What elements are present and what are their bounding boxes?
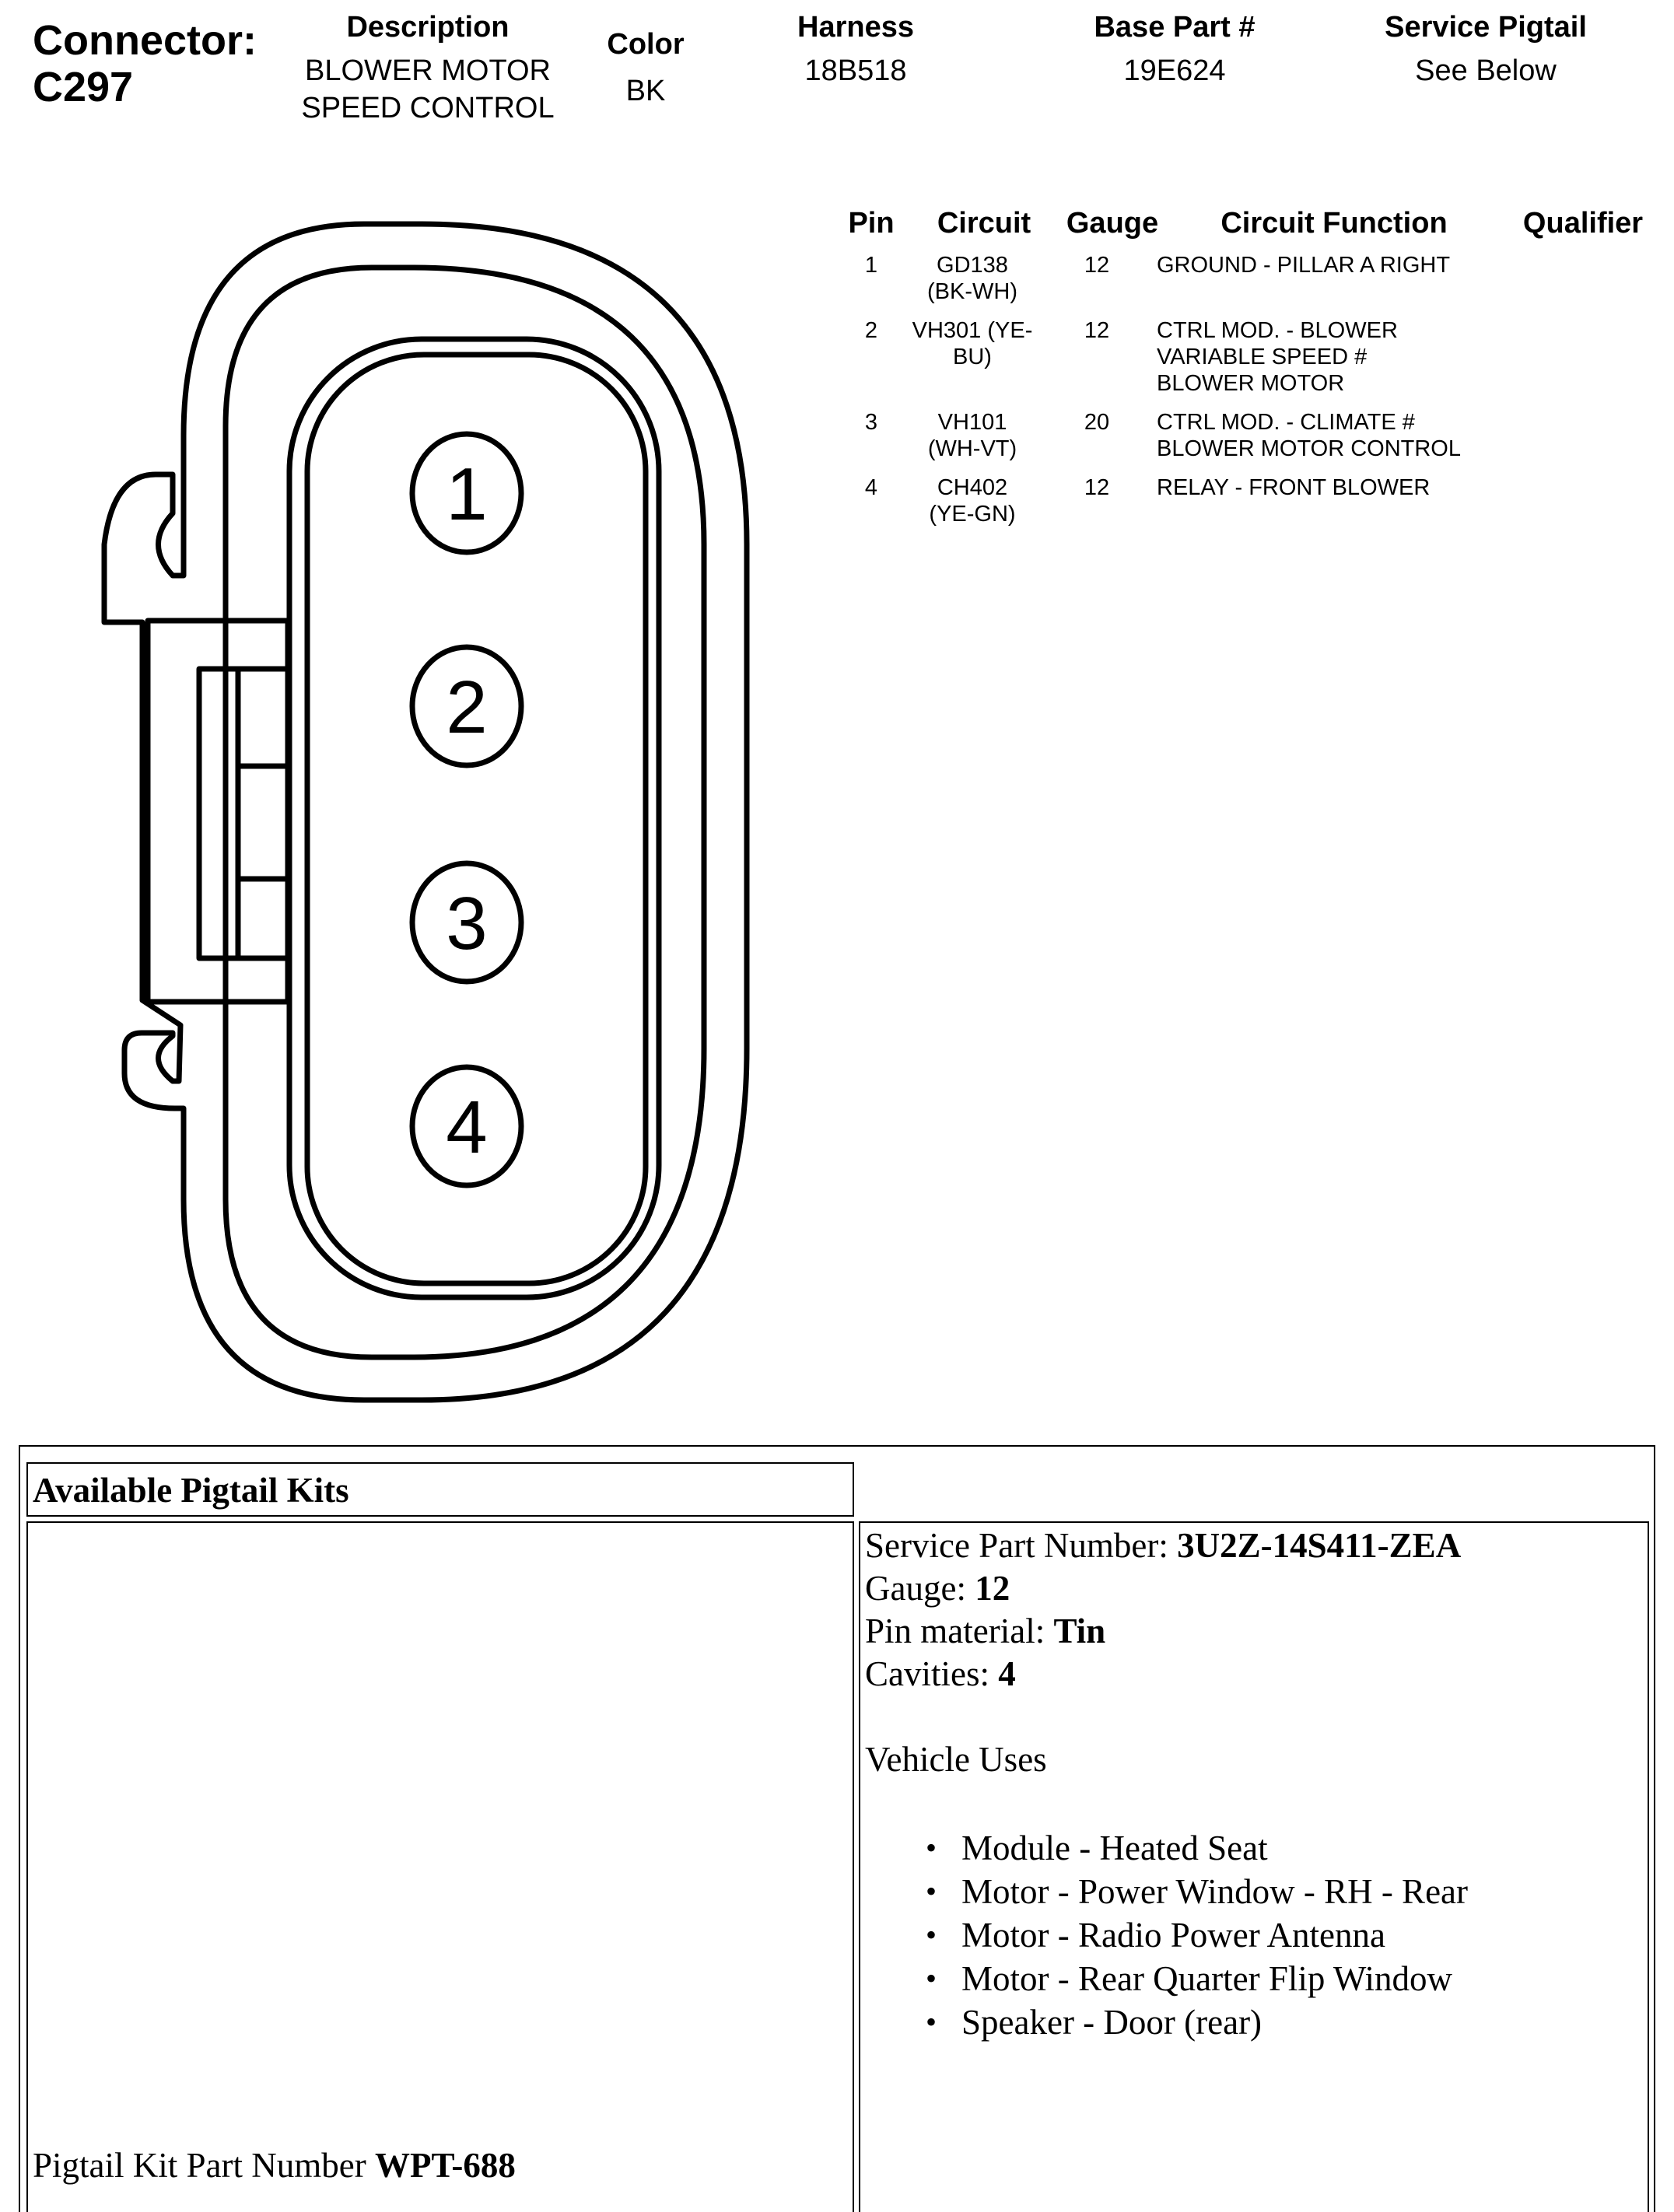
- connector-id: C297: [33, 64, 134, 110]
- pin-1-number: 1: [446, 453, 488, 536]
- list-item: • Module - Heated Seat: [865, 1826, 1468, 1870]
- pin-3-circuit-line2: (WH-VT): [927, 436, 1017, 461]
- pin-4-circuit-line1: CH402: [937, 475, 1008, 500]
- description-line1: BLOWER MOTOR: [305, 54, 551, 87]
- pin-2-number-cell: 2: [864, 318, 878, 343]
- connector-label: Connector:: [33, 17, 257, 64]
- pin-2-function-line3: BLOWER MOTOR: [1157, 371, 1345, 396]
- base-part-column: [1050, 11, 1299, 89]
- pin-1-function-line1: GROUND - PILLAR A RIGHT: [1157, 253, 1451, 278]
- pin-3-number-cell: 3: [864, 410, 878, 435]
- pin-material-value: Tin: [1053, 1612, 1106, 1650]
- color-heading: Color: [607, 28, 685, 61]
- pigtail-details-cell: [859, 1521, 1649, 2212]
- pin-2-circuit-cell: [902, 317, 1042, 370]
- pin-1-gauge-cell: 12: [1084, 253, 1110, 278]
- harness-heading: Harness: [797, 11, 914, 44]
- description-heading: Description: [346, 11, 510, 44]
- pin-3-circuit-line1: VH101: [937, 410, 1007, 435]
- base-part-value: 19E624: [1123, 54, 1226, 87]
- pin-3-circuit-cell: [902, 409, 1042, 462]
- harness-value: 18B518: [804, 54, 907, 87]
- list-item: • Motor - Radio Power Antenna: [865, 1913, 1468, 1957]
- pigtail-kit-line: [33, 2145, 516, 2186]
- pin-3-function-line2: BLOWER MOTOR CONTROL: [1157, 436, 1461, 461]
- service-pigtail-value: See Below: [1415, 54, 1557, 87]
- service-part-number-value: 3U2Z-14S411-ZEA: [1177, 1526, 1462, 1565]
- cavities-label: Cavities:: [865, 1654, 989, 1693]
- pin-2-number: 2: [446, 666, 488, 749]
- pin-1-number-cell: 1: [864, 253, 878, 278]
- pigtail-title: Available Pigtail Kits: [33, 1471, 349, 1510]
- pin-4-number-cell: 4: [864, 475, 878, 500]
- pin-2-function-line2: VARIABLE SPEED #: [1157, 345, 1368, 369]
- qualifier-header: Qualifier: [1522, 207, 1644, 240]
- pigtail-kit-cell: [26, 1521, 854, 2212]
- pin-2-function-line1: CTRL MOD. - BLOWER: [1157, 318, 1398, 343]
- pin-4-circuit-line2: (YE-GN): [929, 502, 1016, 527]
- pin-2-function-cell: [1157, 317, 1530, 397]
- pin-1-circuit-cell: [902, 252, 1042, 305]
- service-pigtail-column: [1354, 11, 1618, 89]
- color-value: BK: [625, 75, 666, 107]
- pin-1-circuit-line2: (BK-WH): [927, 279, 1017, 304]
- pin-material-label: Pin material:: [865, 1612, 1045, 1650]
- list-item: • Motor - Power Window - RH - Rear: [865, 1870, 1468, 1913]
- cavities-value: 4: [998, 1654, 1016, 1693]
- pin-1-function-cell: [1157, 252, 1530, 278]
- pin-header: Pin: [848, 207, 895, 240]
- gauge-value: 12: [975, 1569, 1010, 1608]
- pigtail-title-cell: [26, 1462, 854, 1517]
- pin-3-function-line1: CTRL MOD. - CLIMATE #: [1157, 410, 1415, 435]
- circuit-header: Circuit: [937, 207, 1031, 240]
- description-line2: SPEED CONTROL: [301, 92, 555, 124]
- connector-face-diagram: [0, 0, 778, 1416]
- vehicle-uses-label: Vehicle Uses: [865, 1740, 1047, 1779]
- service-part-number-line: [865, 1524, 1468, 1567]
- cavities-line: [865, 1653, 1468, 1696]
- list-item: • Motor - Rear Quarter Flip Window: [865, 1957, 1468, 2000]
- pin-4-circuit-cell: [902, 474, 1042, 527]
- kit-part-number-value: WPT-688: [374, 2146, 516, 2185]
- pin-4-number: 4: [446, 1086, 488, 1169]
- service-part-number-label: Service Part Number:: [865, 1526, 1168, 1565]
- service-pigtail-heading: Service Pigtail: [1385, 11, 1587, 44]
- pin-3-gauge-cell: 20: [1084, 410, 1110, 435]
- latch-slot: [199, 669, 289, 958]
- gauge-label: Gauge:: [865, 1569, 966, 1608]
- pin-3-number: 3: [446, 882, 488, 965]
- pin-1-circuit-line1: GD138: [937, 253, 1008, 278]
- gauge-header: Gauge: [1066, 207, 1159, 240]
- kit-part-number-label: Pigtail Kit Part Number: [33, 2146, 366, 2185]
- pin-3-function-cell: [1157, 409, 1530, 462]
- pin-4-function-line1: RELAY - FRONT BLOWER: [1157, 475, 1431, 500]
- gauge-line: [865, 1567, 1468, 1610]
- latch-rail: [148, 621, 288, 1002]
- pin-2-circuit-line2: BU): [953, 345, 992, 369]
- pin-4-function-cell: [1157, 474, 1530, 501]
- pin-4-gauge-cell: 12: [1084, 475, 1110, 500]
- pin-material-line: [865, 1610, 1468, 1653]
- function-header: Circuit Function: [1220, 207, 1448, 240]
- vehicle-uses-list: [865, 1826, 1468, 2044]
- base-part-heading: Base Part #: [1094, 11, 1256, 44]
- pin-2-gauge-cell: 12: [1084, 318, 1110, 343]
- pigtail-details: [865, 1524, 1468, 2044]
- pin-2-circuit-line1: VH301 (YE-: [912, 318, 1033, 343]
- list-item: • Speaker - Door (rear): [865, 2000, 1468, 2044]
